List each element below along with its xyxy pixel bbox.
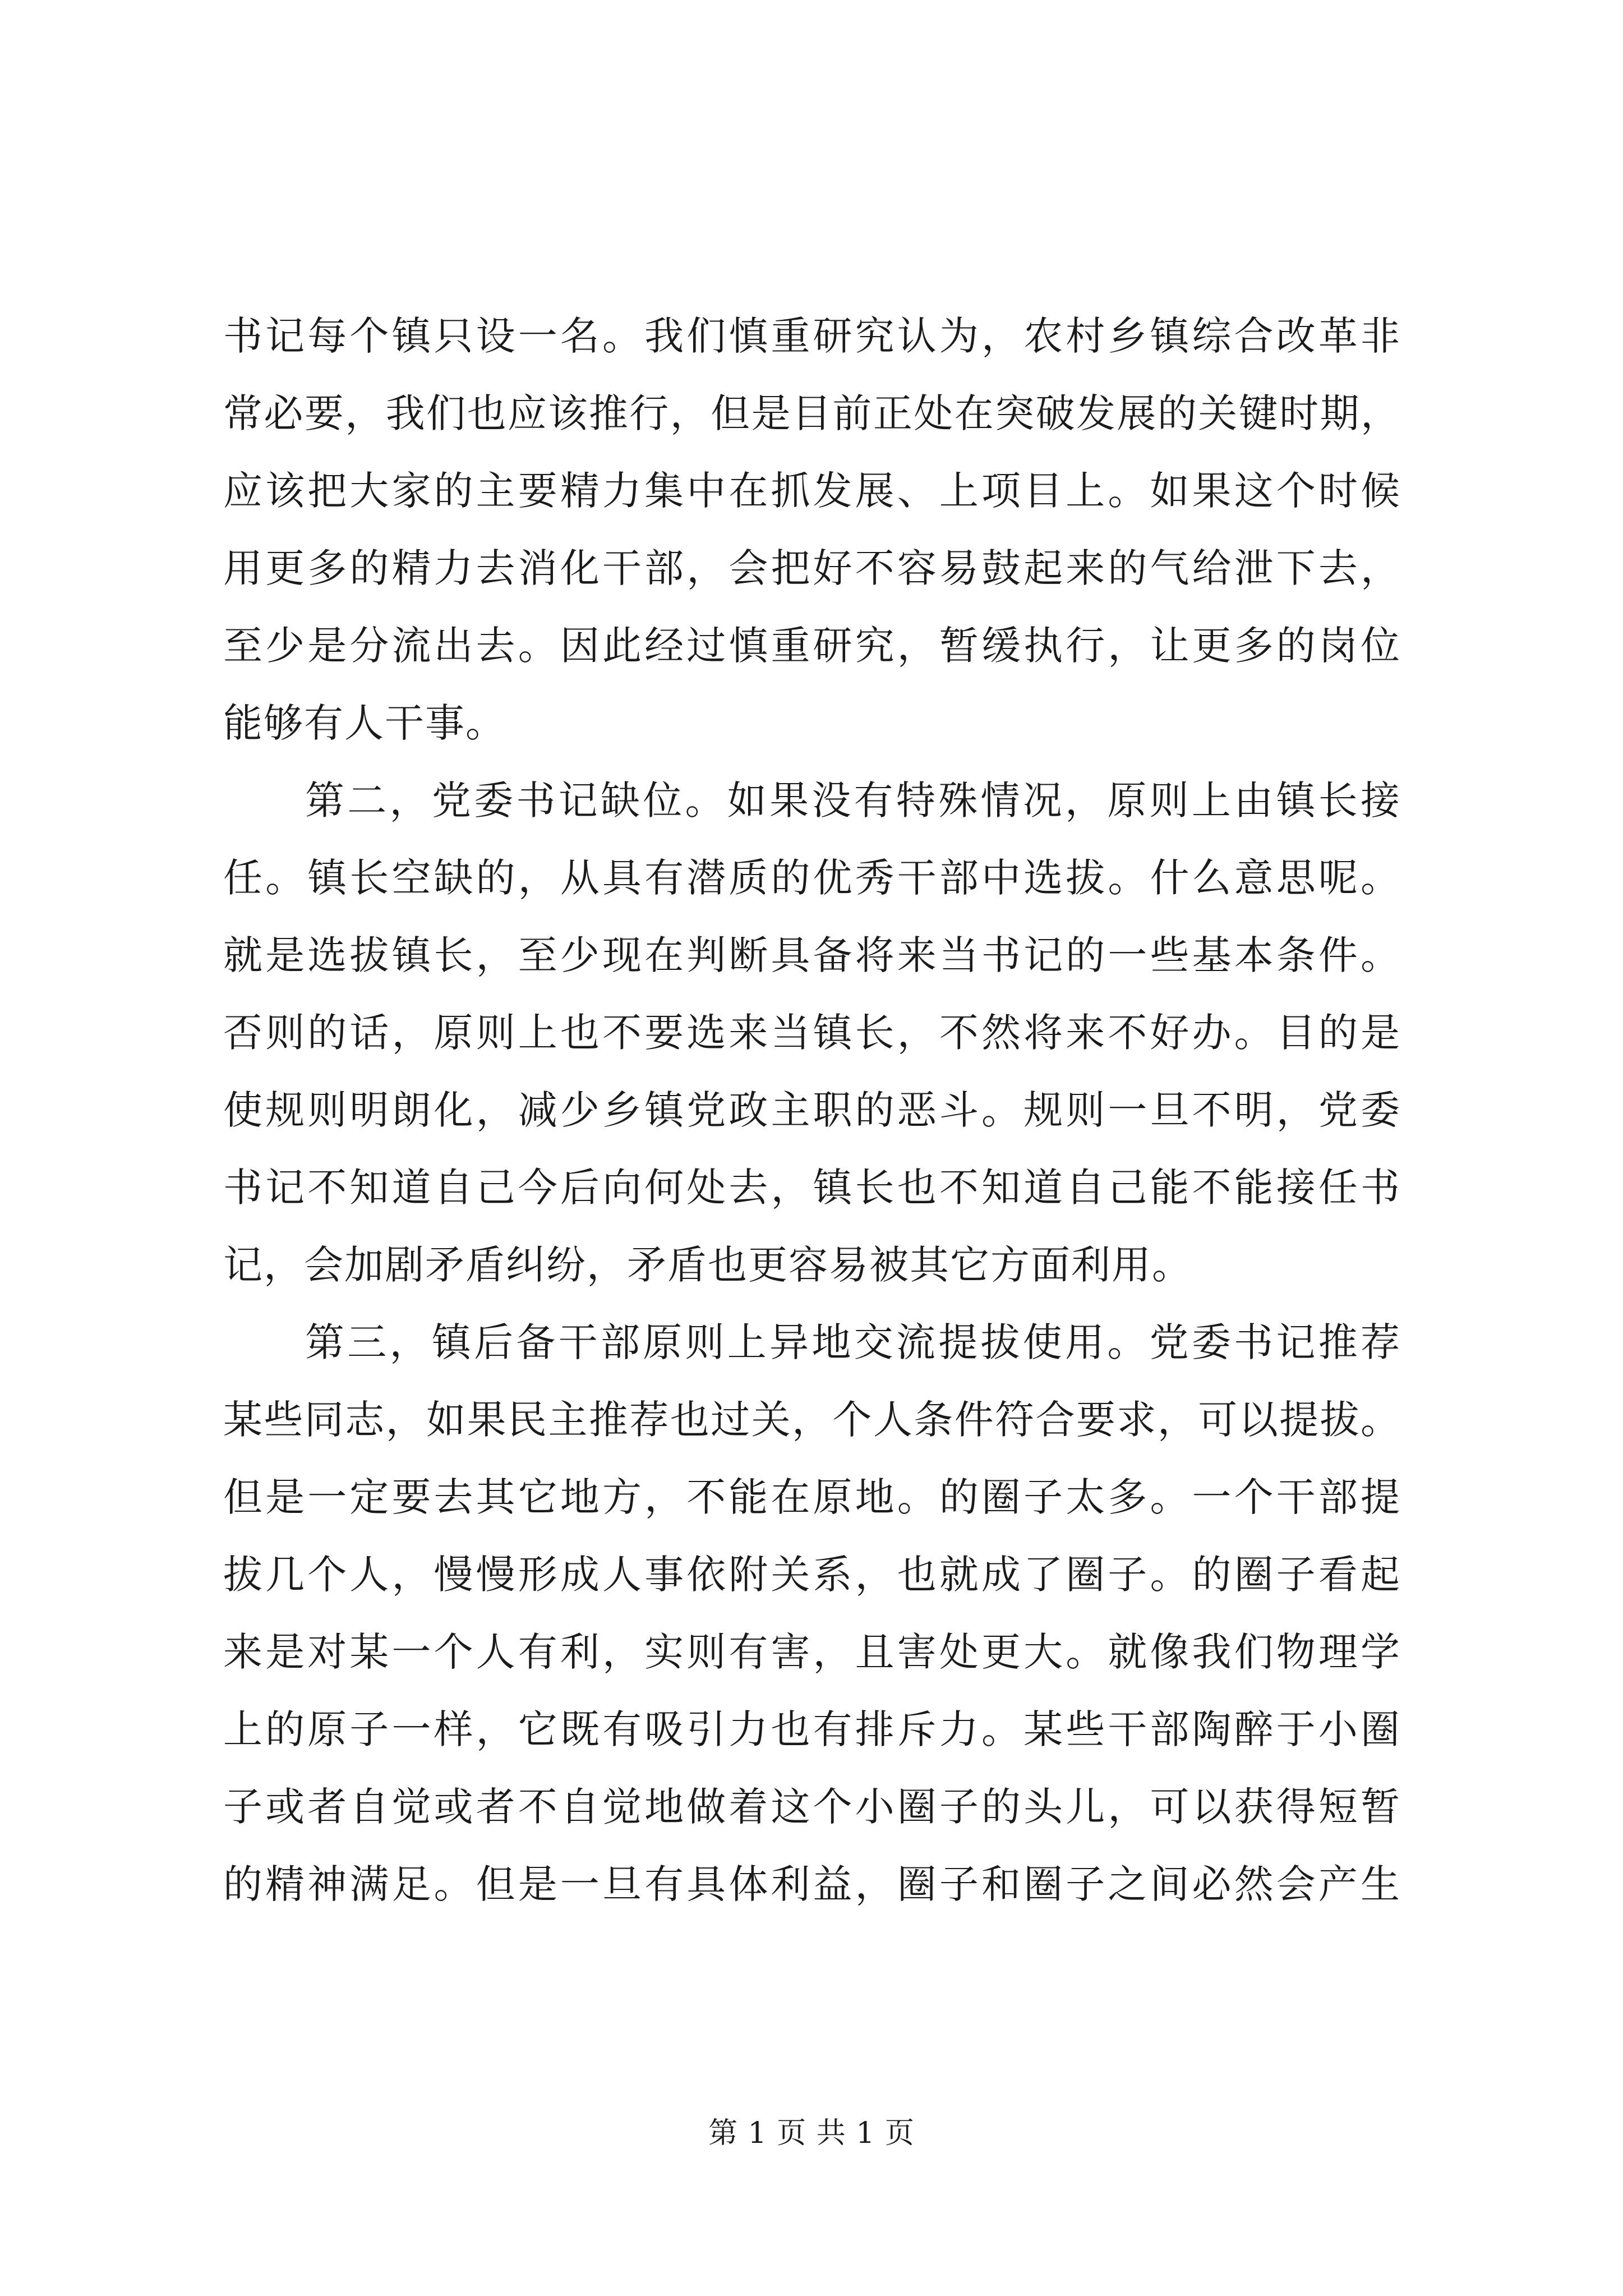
text-line: 应该把大家的主要精力集中在抓发展、上项目上。如果这个时候 bbox=[223, 468, 1401, 514]
text-line: 常必要，我们也应该推行，但是目前正处在突破发展的关键时期， bbox=[223, 390, 1401, 436]
text-line: 能够有人干事。 bbox=[223, 700, 506, 746]
document-body bbox=[223, 297, 1401, 1923]
page-number-footer: 第 1 页 共 1 页 bbox=[708, 2116, 915, 2150]
text-line: 至少是分流出去。因此经过慎重研究，暂缓执行，让更多的岗位 bbox=[223, 623, 1401, 669]
text-line: 任。镇长空缺的，从具有潜质的优秀干部中选拔。什么意思呢。 bbox=[223, 855, 1401, 901]
text-line: 记，会加剧矛盾纠纷，矛盾也更容易被其它方面利用。 bbox=[223, 1242, 1192, 1288]
text-line: 使规则明朗化，减少乡镇党政主职的恶斗。规则一旦不明，党委 bbox=[223, 1087, 1401, 1133]
text-line: 否则的话，原则上也不要选来当镇长，不然将来不好办。目的是 bbox=[223, 1010, 1401, 1056]
text-line: 用更多的精力去消化干部，会把好不容易鼓起来的气给泄下去， bbox=[223, 545, 1401, 591]
text-line: 拔几个人，慢慢形成人事依附关系，也就成了圈子。的圈子看起 bbox=[223, 1552, 1401, 1598]
paragraph-start-line: 第二，党委书记缺位。如果没有特殊情况，原则上由镇长接 bbox=[305, 777, 1401, 823]
text-line: 书记每个镇只设一名。我们慎重研究认为，农村乡镇综合改革非 bbox=[223, 313, 1401, 359]
text-line: 但是一定要去其它地方，不能在原地。的圈子太多。一个干部提 bbox=[223, 1474, 1401, 1520]
text-line: 来是对某一个人有利，实则有害，且害处更大。就像我们物理学 bbox=[223, 1629, 1401, 1675]
paragraph-start-line: 第三，镇后备干部原则上异地交流提拔使用。党委书记推荐 bbox=[305, 1319, 1401, 1365]
text-line: 子或者自觉或者不自觉地做着这个小圈子的头儿，可以获得短暂 bbox=[223, 1784, 1401, 1830]
text-line: 上的原子一样，它既有吸引力也有排斥力。某些干部陶醉于小圈 bbox=[223, 1706, 1401, 1752]
text-line: 某些同志，如果民主推荐也过关，个人条件符合要求，可以提拔。 bbox=[223, 1397, 1401, 1443]
text-line: 就是选拔镇长，至少现在判断具备将来当书记的一些基本条件。 bbox=[223, 932, 1401, 978]
text-line: 的精神满足。但是一旦有具体利益，圈子和圈子之间必然会产生 bbox=[223, 1861, 1401, 1907]
text-line: 书记不知道自己今后向何处去，镇长也不知道自己能不能接任书 bbox=[223, 1165, 1401, 1211]
